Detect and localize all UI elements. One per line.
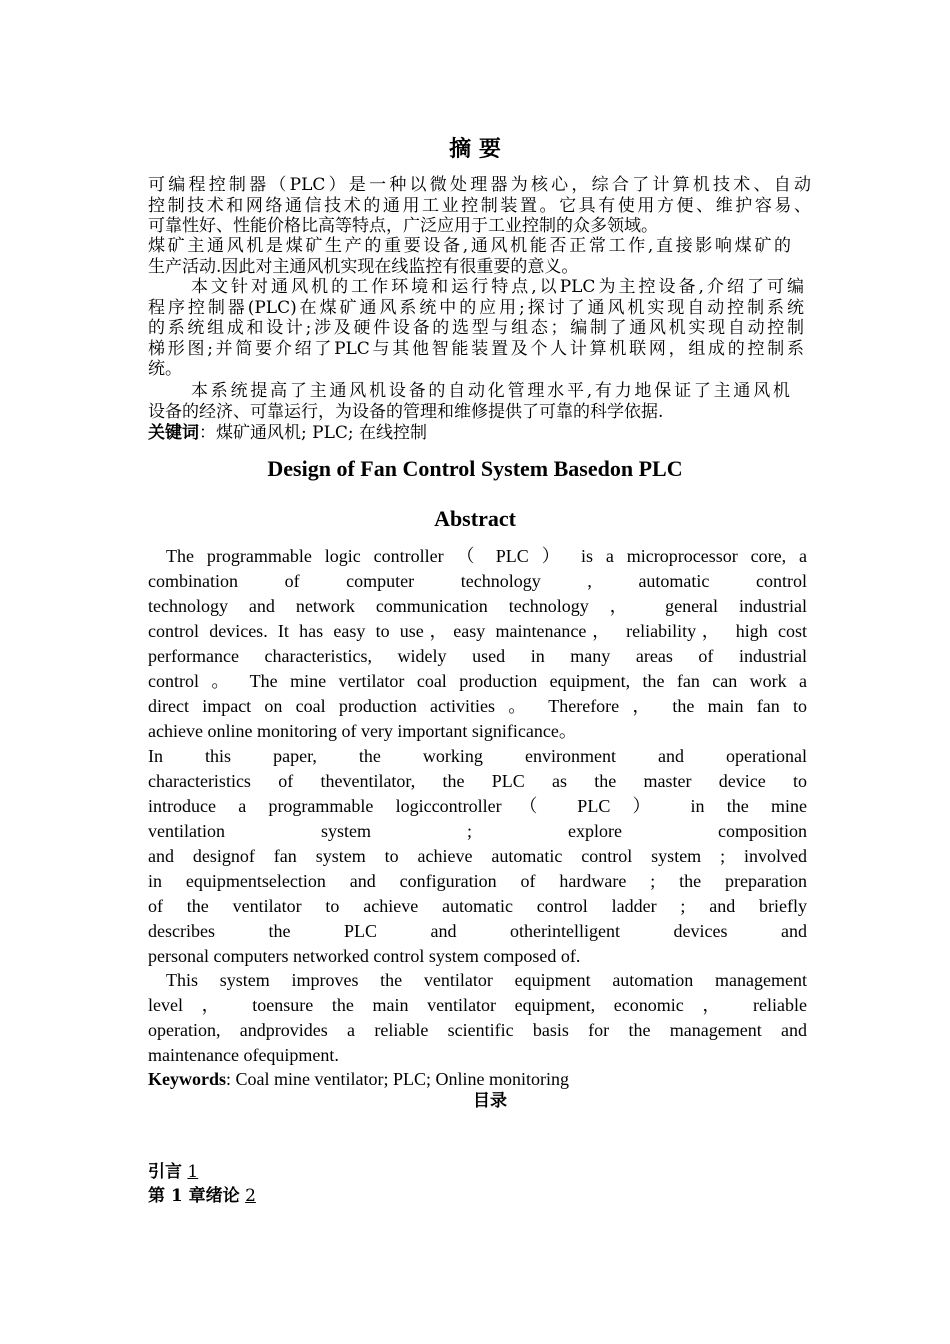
en-line: of the ventilator to achieve automatic control ladder ; and briefly [148,896,807,916]
en-line: direct impact on coal production activities 。 Therefore ， the main fan to [148,696,807,716]
en-line: level ， toensure the main ventilator equipment, economic ， reliable [148,995,807,1015]
en-line: control devices. It has easy to use，easy maintenance， reliability， high cost [148,621,807,641]
en-paragraph-3 [148,968,807,1068]
toc-item[interactable] [148,1160,548,1184]
toc-item-page-link[interactable]: 1 [187,1162,199,1182]
en-line: maintenance ofequipment. [148,1045,339,1065]
zh-keywords-colon: ： [199,423,216,443]
en-paragraph-2 [148,744,807,969]
zh-keywords-value: 煤矿通风机; PLC; 在线控制 [216,423,427,443]
zh-keywords [148,423,808,444]
en-line: In this paper, the working environment and operational [148,746,807,766]
toc-list [148,1160,548,1208]
en-paragraph-1 [148,544,807,744]
zh-paragraph-4 [148,381,790,422]
en-line: performance characteristics, widely used in many areas of industrial [148,646,807,666]
en-line: operation, andprovides a reliable scientific basis for the management and [148,1020,807,1040]
zh-line: 生产活动.因此对主通风机实现在线监控有很重要的意义。 [148,256,579,277]
zh-paragraph-2 [148,236,791,277]
zh-abstract-title: 摘 要 [449,136,501,162]
en-line: in equipmentselection and configuration of hardware ; the preparation [148,871,807,891]
zh-line: 可编程控制器（PLC）是一种以微处理器为核心，综合了计算机技术、自动 [148,175,811,195]
zh-line: 控制技术和网络通信技术的通用工业控制装置。它具有使用方便、维护容易、 [148,195,811,216]
toc-item-page-link[interactable]: 2 [245,1186,256,1206]
en-line: introduce a programmable logiccontroller（ PLC ） in the mine [148,796,807,816]
zh-line: 梯形图;并简要介绍了PLC与其他智能装置及个人计算机联网，组成的控制系 [148,338,804,359]
en-line: characteristics of theventilator, the PLC as the master device to [148,771,807,791]
toc-item-label: 引言 [148,1162,182,1182]
en-line: This system improves the ventilator equipment automation management [166,970,807,990]
zh-line: 统。 [148,359,182,379]
en-paper-title: Design of Fan Control System Basedon PLC [267,456,683,481]
zh-line: 本文针对通风机的工作环境和运行特点,以PLC为主控设备,介绍了可编 [191,277,804,297]
toc-item[interactable] [148,1184,548,1208]
en-line: ventilation system ; explore composition [148,821,807,841]
en-abstract-heading: Abstract [434,506,516,531]
zh-line: 煤矿主通风机是煤矿生产的重要设备,通风机能否正常工作,直接影响煤矿的 [148,236,791,256]
toc-title: 目录 [473,1091,507,1111]
en-line: achieve online monitoring of very important significance。 [148,721,577,741]
zh-line: 的系统组成和设计;涉及硬件设备的选型与组态；编制了通风机实现自动控制 [148,318,804,338]
zh-line: 程序控制器(PLC)在煤矿通风系统中的应用;探讨了通风机实现自动控制系统 [148,297,804,318]
en-line: The programmable logic controller （ PLC ） is a microprocessor core, a [166,546,807,566]
en-line: combination of computer technology , automatic control [148,571,807,591]
toc-item-label: 第 1 章绪论 [148,1186,240,1206]
zh-line: 本系统提高了主通风机设备的自动化管理水平,有力地保证了主通风机 [191,381,790,401]
en-keywords-value: : Coal mine ventilator; PLC; Online monitoring [226,1069,569,1089]
en-line: and designof fan system to achieve automatic control system ; involved [148,846,807,866]
en-line: describes the PLC and otherintelligent devices and [148,921,807,941]
zh-keywords-label: 关键词 [148,423,199,443]
en-line: personal computers networked control system composed of. [148,946,581,966]
zh-line: 设备的经济、可靠运行，为设备的管理和维修提供了可靠的科学依据. [148,401,664,422]
en-keywords [148,1067,808,1092]
zh-line: 可靠性好、性能价格比高等特点，广泛应用于工业控制的众多领域。 [148,216,658,236]
zh-paragraph-1 [148,175,811,237]
en-line: technology and network communication technology ， general industrial [148,596,807,616]
zh-paragraph-3 [148,277,804,380]
en-line: control 。 The mine vertilator coal production equipment, the fan can work a [148,671,807,691]
en-keywords-label: Keywords [148,1069,226,1089]
